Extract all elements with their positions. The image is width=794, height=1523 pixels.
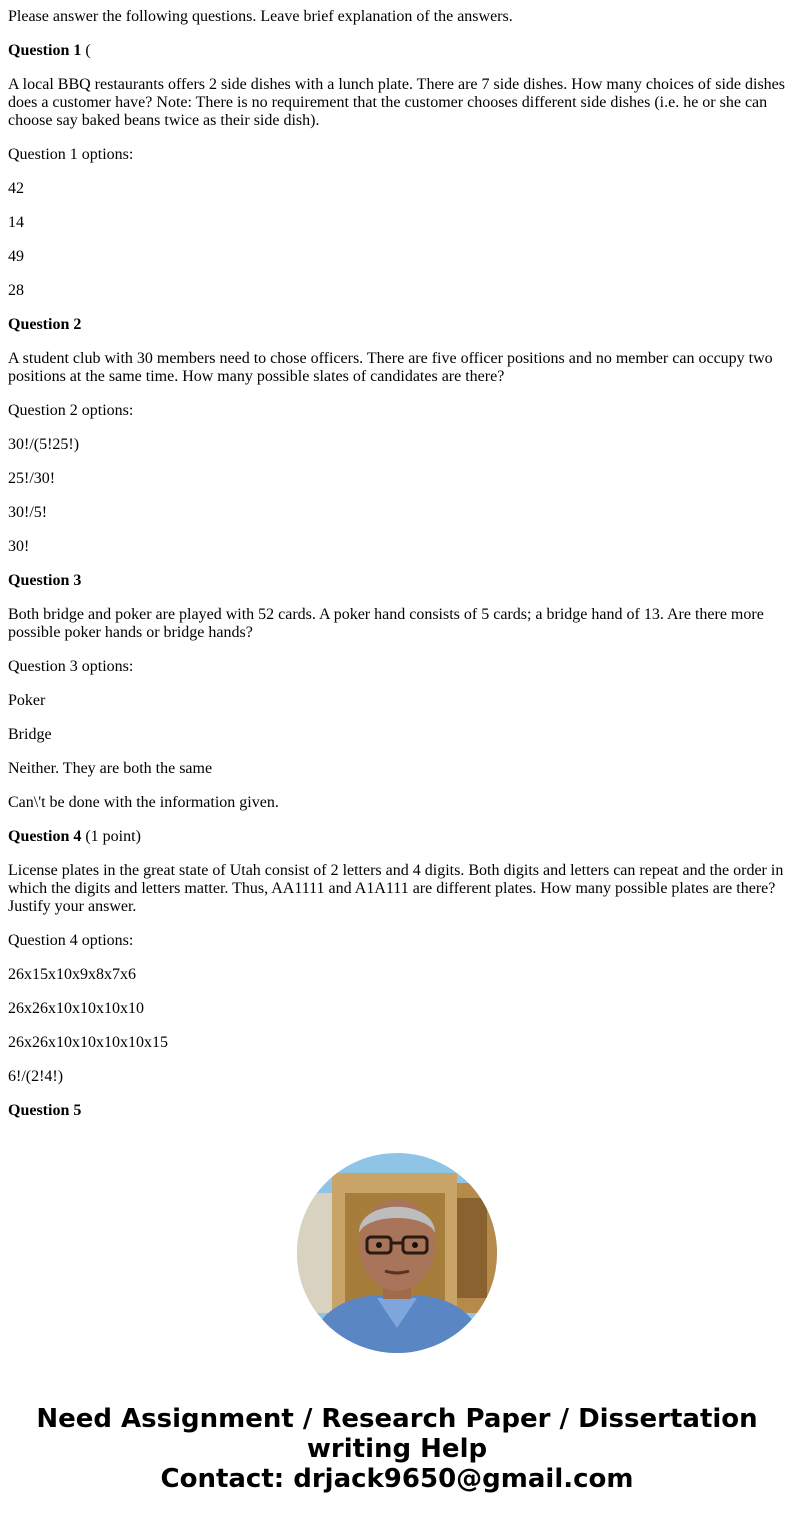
question-5-title-line [8,1102,788,1120]
avatar-portrait-image [297,1153,497,1353]
footer-contact: Contact: drjack9650@gmail.com [160,1464,634,1494]
question-2-title: Question 2 [8,316,82,333]
question-5-title: Question 5 [8,1102,82,1119]
question-4-text: License plates in the great state of Utah consist of 2 letters and 4 digits. Both digits and letters can repeat and the order in which the digits and letters matter. Thus, AA1111 and A1A111 are different plates. How many possible plates are there? Justify your answer. [8,862,784,915]
question-4-option-2: 26x26x10x10x10x10 [8,1000,144,1017]
question-3-option-3: Neither. They are both the same [8,760,213,777]
question-1-option-1: 42 [8,180,24,197]
question-3-title-line [8,572,788,590]
question-2-options-label: Question 2 options: [8,402,134,419]
footer-line-1: Need Assignment / Research Paper / Dissertation [36,1404,758,1434]
question-1-option-3: 49 [8,248,24,265]
question-1-options-label: Question 1 options: [8,146,134,163]
footer-promo [0,1404,794,1494]
question-4-option-4: 6!/(2!4!) [8,1068,64,1085]
question-3-title: Question 3 [8,572,82,589]
question-4-option-3: 26x26x10x10x10x10x15 [8,1034,168,1051]
question-1-text: A local BBQ restaurants offers 2 side dishes with a lunch plate. There are 7 side dishes. How many choices of side dishes does a customer have? Note: There is no requirement that the customer chooses different side dishes (i.e. he or she can choose say baked beans twice as their side dish). [8,76,786,129]
question-3-option-2: Bridge [8,726,52,743]
question-3-option-1: Poker [8,692,46,709]
question-4-suffix: (1 point) [81,828,141,845]
question-2-title-line [8,316,788,334]
question-2-option-4: 30! [8,538,30,555]
question-1-title: Question 1 [8,42,82,59]
avatar [297,1153,497,1353]
question-3-options-label: Question 3 options: [8,658,134,675]
question-2-option-2: 25!/30! [8,470,56,487]
intro-text: Please answer the following questions. Leave brief explanation of the answers. [8,8,513,25]
question-3-text: Both bridge and poker are played with 52 cards. A poker hand consists of 5 cards; a bridge hand of 13. Are there more possible poker hands or bridge hands? [8,606,764,641]
question-1-option-4: 28 [8,282,24,299]
question-1-suffix: ( [81,42,91,59]
question-4-options-label: Question 4 options: [8,932,134,949]
question-2-option-3: 30!/5! [8,504,48,521]
question-4-title: Question 4 [8,828,82,845]
question-4-option-1: 26x15x10x9x8x7x6 [8,966,136,983]
question-1-title-line [8,42,788,60]
question-2-option-1: 30!/(5!25!) [8,436,80,453]
question-1-option-2: 14 [8,214,24,231]
question-2-text: A student club with 30 members need to chose officers. There are five officer positions and no member can occupy two positions at the same time. How many possible slates of candidates are there? [8,350,773,385]
footer-line-2: writing Help [306,1434,488,1464]
document-body [8,8,788,1136]
question-3-option-4: Can\'t be done with the information given. [8,794,279,811]
question-4-title-line [8,828,788,846]
